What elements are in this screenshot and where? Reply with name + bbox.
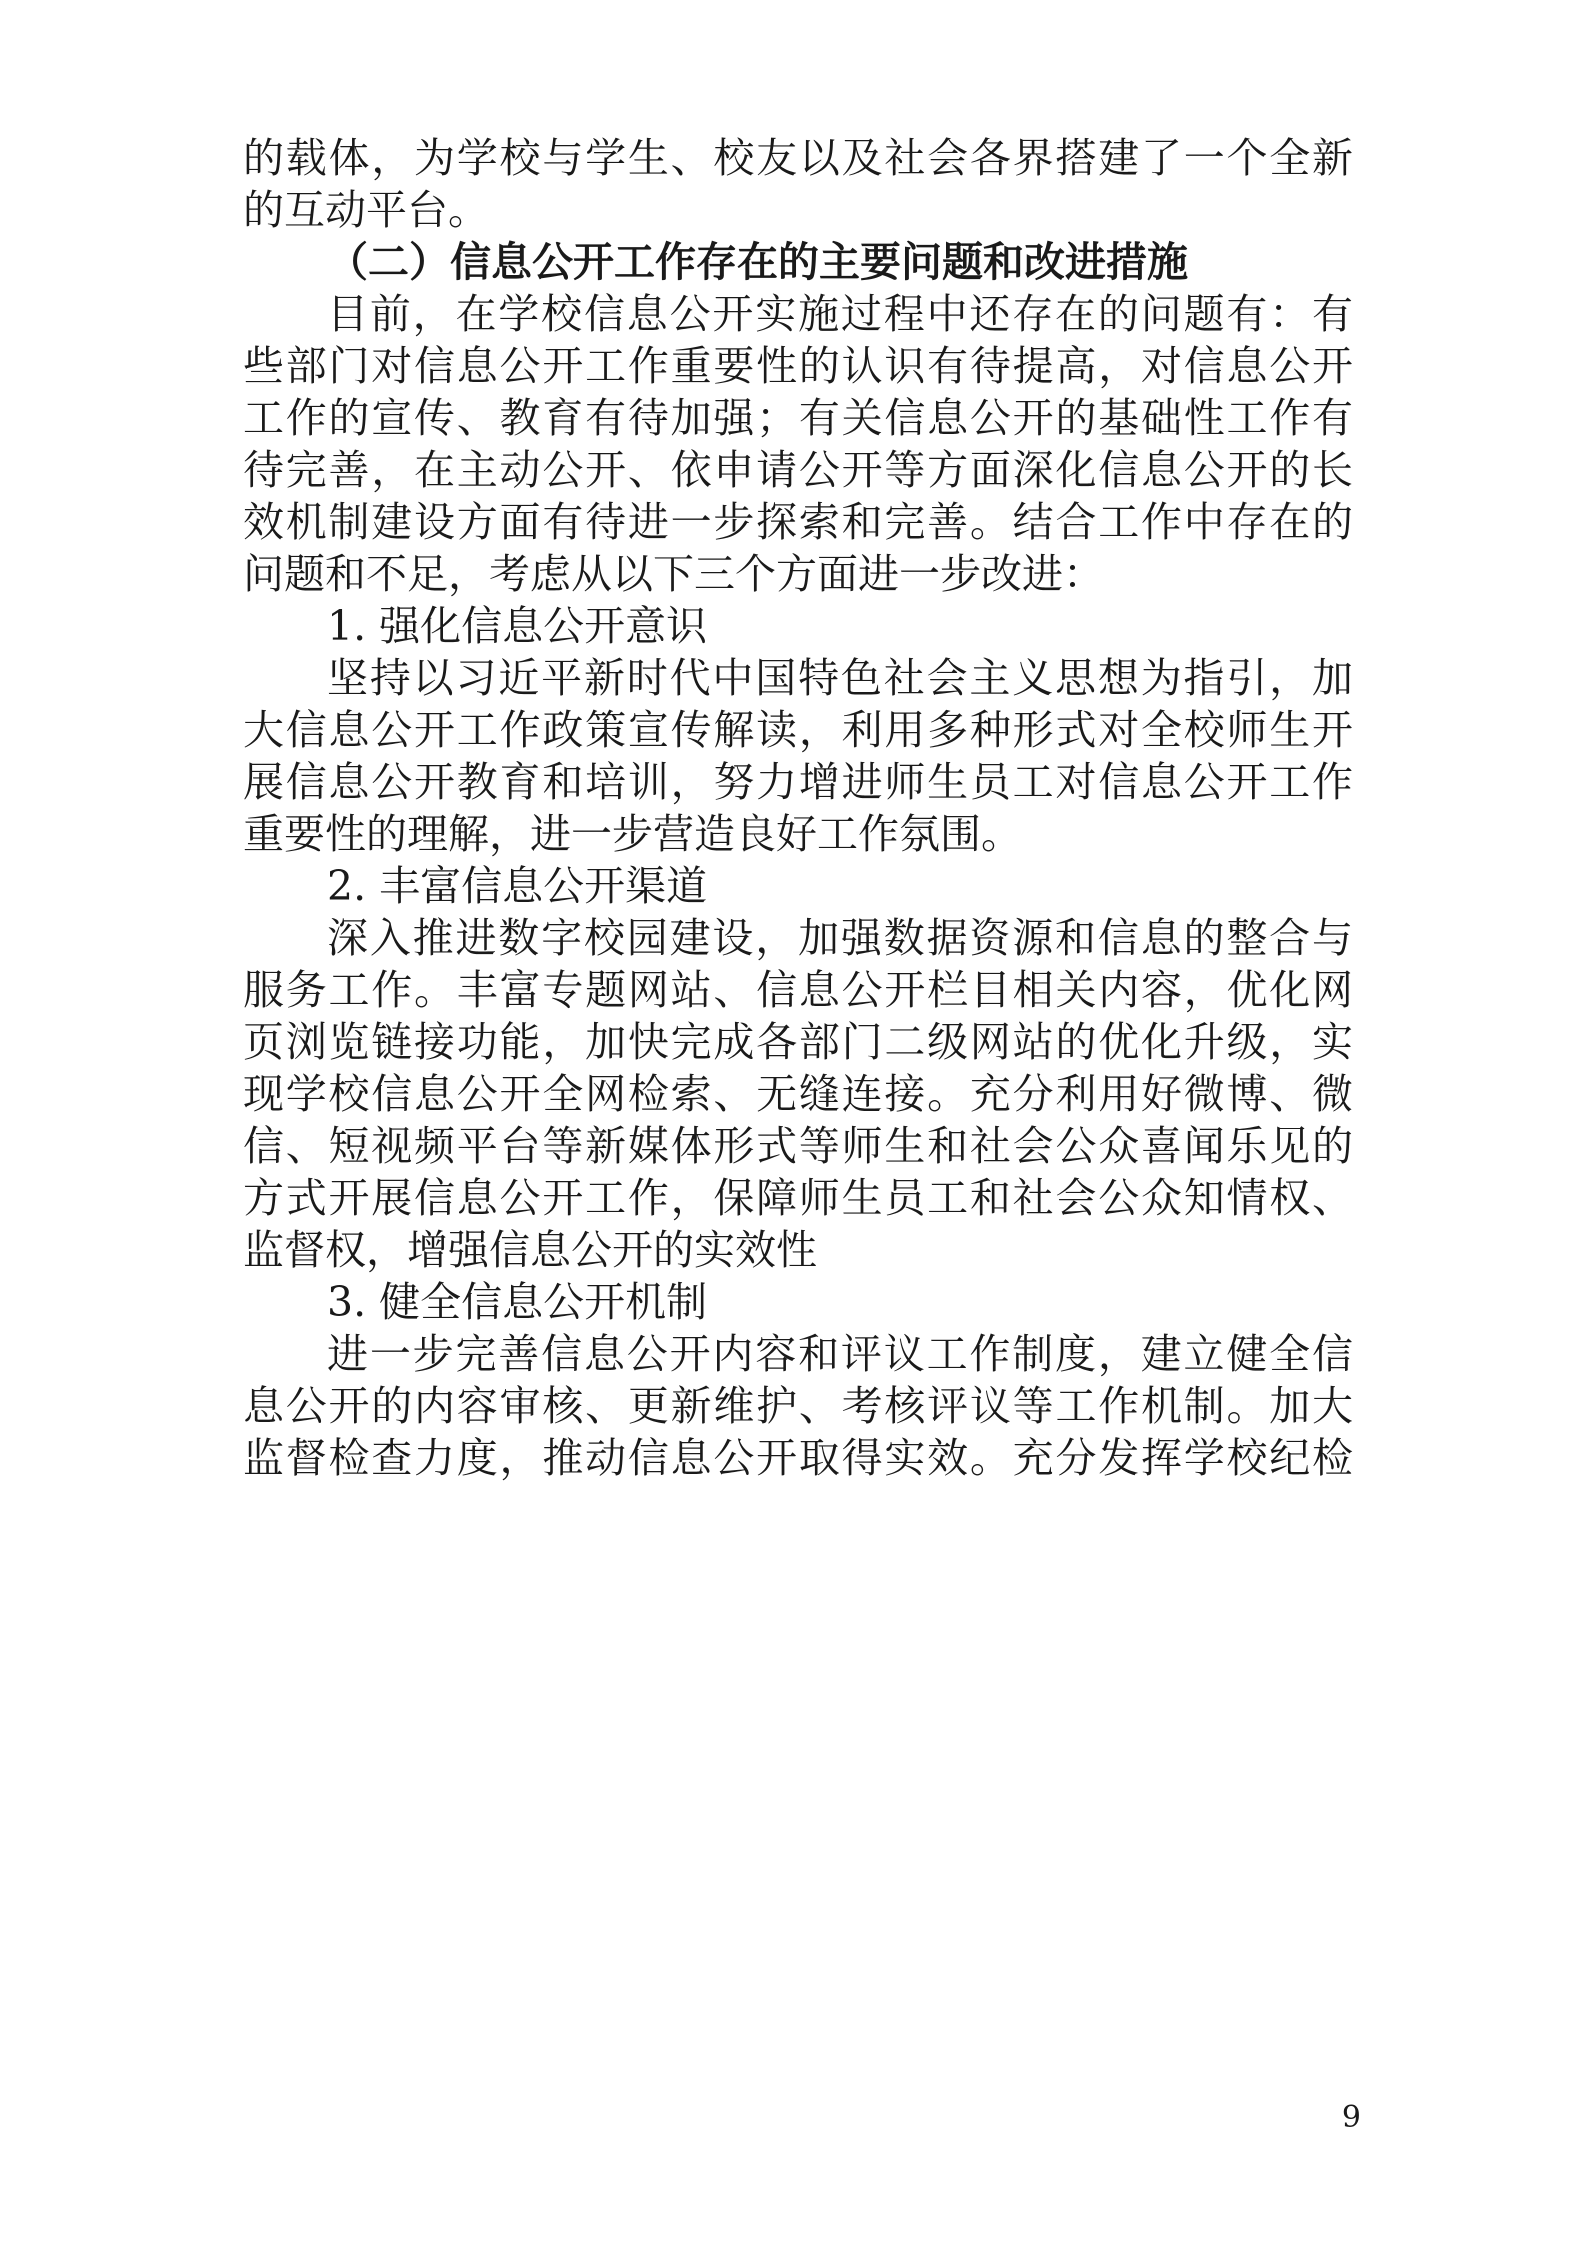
paragraph-line: 方式开展信息公开工作，保障师生员工和社会公众知情权、 [243, 1174, 1353, 1222]
page-number: 9 [1341, 2100, 1361, 2135]
paragraph-line: 息公开的内容审核、更新维护、考核评议等工作机制。加大 [243, 1382, 1353, 1430]
paragraph-line: 展信息公开教育和培训，努力增进师生员工对信息公开工作 [243, 758, 1353, 806]
paragraph-line: 大信息公开工作政策宣传解读，利用多种形式对全校师生开 [243, 706, 1353, 754]
paragraph-line: 重要性的理解，进一步营造良好工作氛围。 [243, 810, 1022, 858]
paragraph-line: 信、短视频平台等新媒体形式等师生和社会公众喜闻乐见的 [243, 1122, 1353, 1170]
paragraph-line: 坚持以习近平新时代中国特色社会主义思想为指引，加 [327, 654, 1353, 702]
paragraph-line: 工作的宣传、教育有待加强；有关信息公开的基础性工作有 [243, 394, 1353, 442]
subsection-heading-3: 3. 健全信息公开机制 [327, 1278, 708, 1326]
paragraph-line: 目前，在学校信息公开实施过程中还存在的问题有：有 [327, 290, 1353, 338]
paragraph-line: 些部门对信息公开工作重要性的认识有待提高，对信息公开 [243, 342, 1353, 390]
paragraph-line: 效机制建设方面有待进一步探索和完善。结合工作中存在的 [243, 498, 1353, 546]
paragraph-line: 的互动平台。 [243, 186, 489, 234]
paragraph-line: 的载体，为学校与学生、校友以及社会各界搭建了一个全新 [243, 134, 1353, 182]
paragraph-line: 页浏览链接功能，加快完成各部门二级网站的优化升级，实 [243, 1018, 1353, 1066]
paragraph-line: 现学校信息公开全网检索、无缝连接。充分利用好微博、微 [243, 1070, 1353, 1118]
paragraph-line: 监督检查力度，推动信息公开取得实效。充分发挥学校纪检 [243, 1434, 1353, 1482]
paragraph-line: 进一步完善信息公开内容和评议工作制度，建立健全信 [327, 1330, 1353, 1378]
paragraph-line: 监督权，增强信息公开的实效性 [243, 1226, 817, 1274]
paragraph-line: 深入推进数字校园建设，加强数据资源和信息的整合与 [327, 914, 1353, 962]
paragraph-line: 待完善，在主动公开、依申请公开等方面深化信息公开的长 [243, 446, 1353, 494]
section-heading: （二）信息公开工作存在的主要问题和改进措施 [327, 238, 1188, 286]
paragraph-line: 服务工作。丰富专题网站、信息公开栏目相关内容，优化网 [243, 966, 1353, 1014]
subsection-heading-2: 2. 丰富信息公开渠道 [327, 862, 708, 910]
subsection-heading-1: 1. 强化信息公开意识 [327, 602, 708, 650]
paragraph-line: 问题和不足，考虑从以下三个方面进一步改进： [243, 550, 1104, 598]
